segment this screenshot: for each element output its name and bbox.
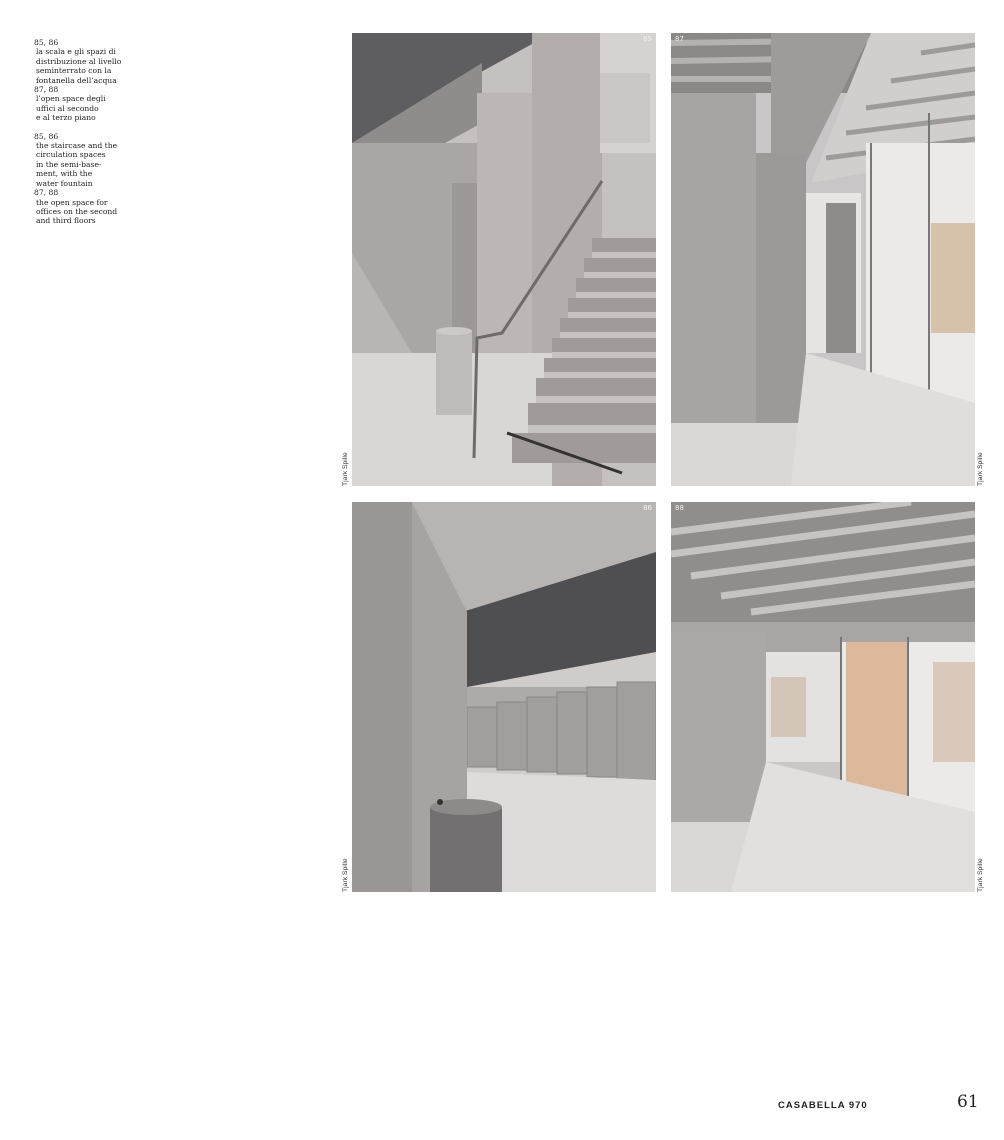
caption-line: 87, 88 bbox=[34, 85, 59, 95]
photo-credit: Tjark Spille bbox=[342, 452, 349, 486]
photo-number: 85 bbox=[643, 35, 652, 43]
photo-number: 87 bbox=[675, 35, 684, 43]
caption-line: distribuzione al livello bbox=[36, 56, 122, 66]
photo-number: 86 bbox=[643, 504, 652, 512]
caption-line: e al terzo piano bbox=[36, 113, 96, 123]
caption-line: offices on the second bbox=[36, 206, 118, 216]
photo-caption bbox=[34, 38, 134, 235]
photo-open-space-corridor bbox=[671, 33, 975, 486]
caption-line: in the semi-base- bbox=[36, 159, 102, 169]
offices-illustration bbox=[671, 502, 975, 892]
caption-line: la scala e gli spazi di bbox=[36, 47, 116, 57]
caption-line: the staircase and the bbox=[36, 141, 118, 151]
lockers-illustration bbox=[352, 502, 656, 892]
photo-credit: Tjark Spille bbox=[342, 858, 349, 892]
caption-line: fontanella dell’acqua bbox=[36, 75, 117, 85]
caption-line: l’open space degli bbox=[36, 94, 106, 104]
caption-line: uffici al secondo bbox=[36, 103, 99, 113]
photo-open-space-offices bbox=[671, 502, 975, 892]
photo-staircase bbox=[352, 33, 656, 486]
page-number: 61 bbox=[957, 1092, 979, 1112]
photo-number: 88 bbox=[675, 504, 684, 512]
staircase-illustration bbox=[352, 33, 656, 486]
photo-credit: Tjark Spille bbox=[977, 452, 984, 486]
caption-line: seminterrato con la bbox=[36, 66, 112, 76]
caption-line: ment, with the bbox=[36, 169, 93, 179]
caption-line: 87, 88 bbox=[34, 188, 59, 198]
caption-line: circulation spaces bbox=[36, 150, 106, 160]
caption-english bbox=[34, 132, 134, 226]
caption-line: 85, 86 bbox=[34, 131, 59, 141]
caption-line: water fountain bbox=[36, 178, 93, 188]
corridor-illustration bbox=[671, 33, 975, 486]
photo-credit: Tjark Spille bbox=[977, 858, 984, 892]
caption-line: the open space for bbox=[36, 197, 108, 207]
caption-italian bbox=[34, 38, 134, 123]
magazine-title: CASABELLA 970 bbox=[778, 1100, 868, 1111]
photo-lockers-fountain bbox=[352, 502, 656, 892]
caption-line: 85, 86 bbox=[34, 38, 59, 47]
caption-line: and third floors bbox=[36, 216, 96, 226]
